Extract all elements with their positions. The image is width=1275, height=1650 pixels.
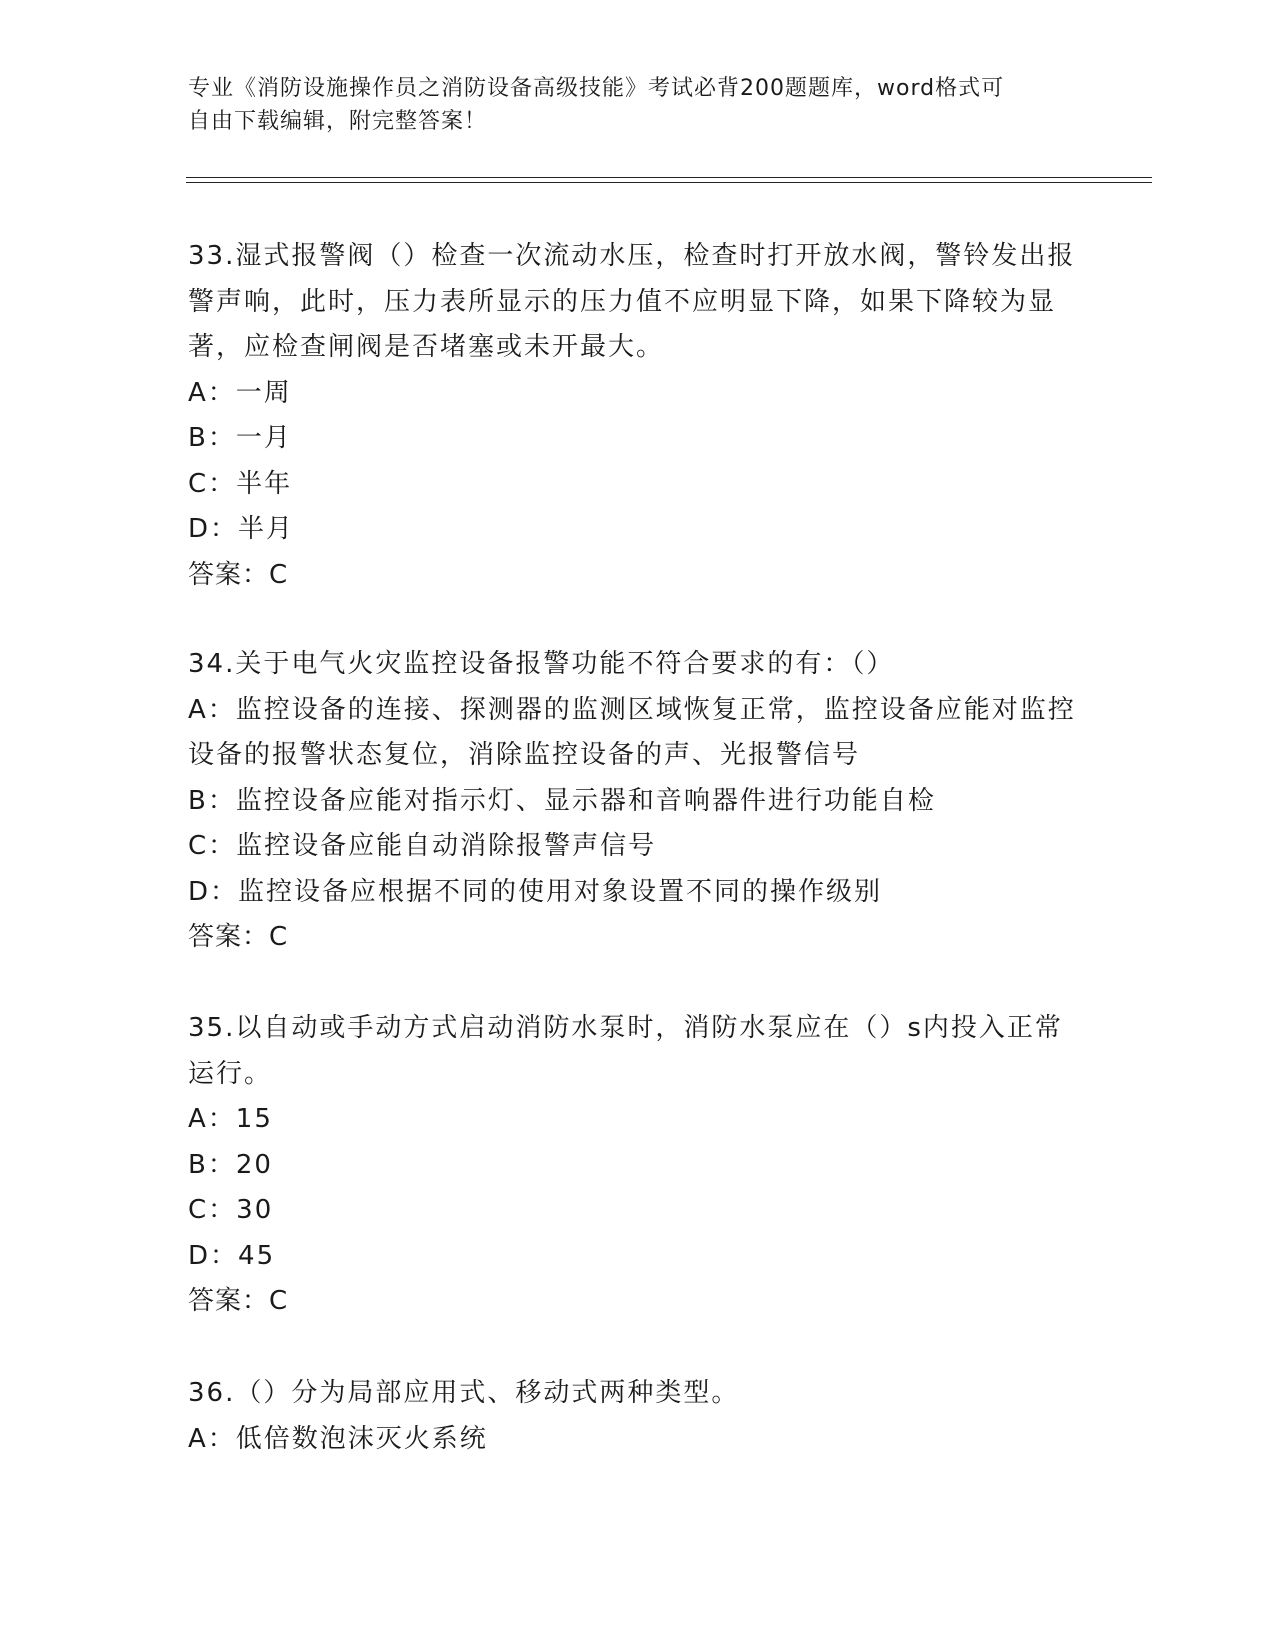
- option-c: C：30: [188, 1195, 274, 1225]
- question-36: [188, 1371, 1088, 1462]
- option-a: A：监控设备的连接、探测器的监测区域恢复正常，监控设备应能对监控设备的报警状态复位，消除监控设备的声、光报警信号: [188, 694, 1076, 770]
- option-b: B：20: [188, 1149, 273, 1180]
- option-a: A：低倍数泡沫灭火系统: [188, 1423, 488, 1454]
- question-33: [188, 234, 1088, 598]
- question-stem: 36.（）分为局部应用式、移动式两种类型。: [188, 1378, 740, 1408]
- option-c: C：监控设备应能自动消除报警声信号: [188, 831, 657, 861]
- document-header: [188, 72, 1088, 138]
- option-d: D：监控设备应根据不同的使用对象设置不同的操作级别: [188, 876, 883, 907]
- header-divider-bottom: [186, 182, 1152, 183]
- option-b: B：监控设备应能对指示灯、显示器和音响器件进行功能自检: [188, 785, 936, 816]
- header-divider-top: [186, 177, 1152, 178]
- question-stem: 33.湿式报警阀（）检查一次流动水压，检查时打开放水阀，警铃发出报警声响，此时，压力表所显示的压力值不应明显下降，如果下降较为显著，应检查闸阀是否堵塞或未开最大。: [188, 241, 1076, 362]
- answer-line: 答案：C: [188, 1286, 289, 1316]
- question-stem: 35.以自动或手动方式启动消防水泵时，消防水泵应在（）s内投入正常运行。: [188, 1013, 1063, 1089]
- option-a: A：一周: [188, 377, 292, 408]
- option-b: B：一月: [188, 423, 292, 453]
- header-line-1: 专业《消防设施操作员之消防设备高级技能》考试必背200题题库，word格式可: [188, 76, 1005, 101]
- option-a: A：15: [188, 1104, 273, 1134]
- option-c: C：半年: [188, 468, 293, 499]
- question-stem: 34.关于电气火灾监控设备报警功能不符合要求的有：（）: [188, 649, 895, 679]
- option-d: D：45: [188, 1240, 276, 1271]
- option-d: D：半月: [188, 514, 295, 544]
- header-line-2: 自由下载编辑，附完整答案！: [188, 109, 488, 134]
- answer-line: 答案：C: [188, 922, 289, 952]
- answer-line: 答案：C: [188, 559, 289, 590]
- question-34: [188, 642, 1088, 961]
- question-35: [188, 1006, 1088, 1325]
